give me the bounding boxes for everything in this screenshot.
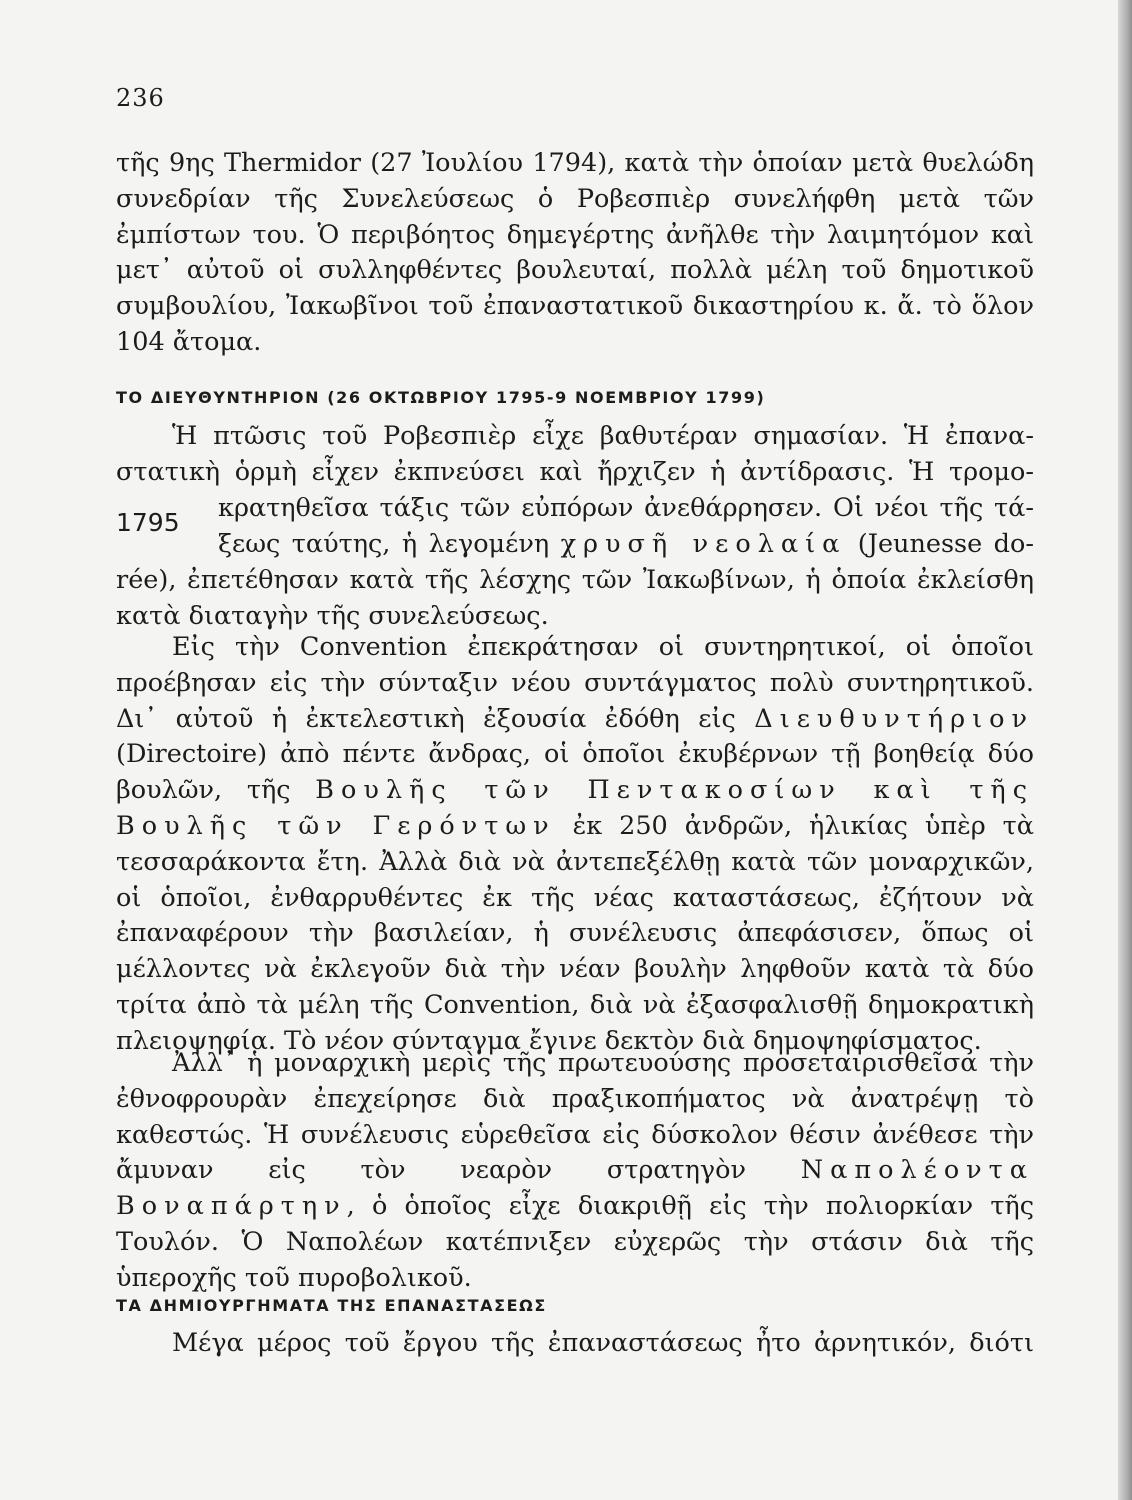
- text-line: κρατηθεῖσα τάξις τῶν εὐπόρων ἀνεθάρρησεν. Οἱ νέοι τῆς τά-: [218, 493, 1034, 523]
- spaced-term-directoire: Διευθυντήριον: [754, 703, 1034, 734]
- text-segment: ξεως ταύτης, ἡ λεγομένη: [218, 529, 561, 559]
- text-segment: ἐκ 250 ἀνδρῶν, ἡλικίας ὑπὲρ τὰ τεσσαράκοντα ἔτη. Ἀλλὰ διὰ νὰ ἀντεπεξέλθῃ κατὰ τῶν μοναρχικῶν, οἱ ὁποῖοι, ἐνθαρρυθέντες ἐκ τῆς νέας καταστάσεως, ἐζήτουν νὰ ἐπαναφέρουν τὴν βασιλείαν, ἡ συνέλευσις ἀπεφάσισεν, ὅπως οἱ μέλλοντες νὰ ἐκλεγοῦν διὰ τὴν νέαν βουλὴν ληφθοῦν κατὰ τὰ δύο τρίτα ἀπὸ τὰ μέλη τῆς Convention, διὰ νὰ ἐξασφαλισθῇ δημοκρατικὴ πλειοψηφία. Τὸ νέον σύνταγμα ἔγινε δεκτὸν διὰ δημοψηφίσματος.: [116, 810, 1034, 1056]
- text-line: Ἡ πτῶσις τοῦ Ροβεσπιὲρ εἶχε βαθυτέραν σημασίαν. Ἡ ἐπανα-: [172, 421, 1034, 451]
- spaced-term-councils: Βουλῆς τῶν Πεντακοσίων καὶ τῆς Βουλῆς τῶν Γερόντων: [116, 775, 1034, 841]
- page-number: 236: [116, 84, 165, 112]
- spaced-term-golden-youth: χρυσῆ νεολαία: [560, 529, 847, 559]
- section-heading-directory: ΤΟ ΔΙΕΥΘΥΝΤΗΡΙΟΝ (26 ΟΚΤΩΒΡΙΟΥ 1795-9 ΝΟΕΜΒΡΙΟΥ 1799): [116, 388, 766, 407]
- text-segment: Εἰς τὴν Convention ἐπεκράτησαν οἱ συντηρητικοί, οἱ ὁποῖοι προέβησαν εἰς τὴν σύνταξιν νέου συντάγματος πολὺ συντηρητικοῦ. Δι᾽ αὐτοῦ ἡ ἐκτελεστικὴ ἐξουσία ἐδόθη εἰς: [116, 632, 1034, 734]
- paragraph-convention: [116, 630, 1034, 1060]
- section-heading-creations: ΤΑ ΔΗΜΙΟΥΡΓΗΜΑΤΑ ΤΗΣ ΕΠΑΝΑΣΤΑΣΕΩΣ: [116, 1296, 547, 1315]
- text-line: [218, 526, 1034, 562]
- paragraph-creations: Μέγα μέρος τοῦ ἔργου τῆς ἐπαναστάσεως ἦτο ἀρνητικόν, διότι: [172, 1328, 1034, 1358]
- text-line: κατὰ διαταγὴν τῆς συνελεύσεως.: [116, 601, 549, 631]
- text-segment: , ὁ ὁποῖος εἶχε διακριθῇ εἰς τὴν πολιορκίαν τῆς Τουλόν. Ὁ Ναπολέων κατέπνιξεν εὐχερῶς τὴν στάσιν διὰ τῆς ὑπεροχῆς τοῦ πυροβολικοῦ.: [116, 1191, 1034, 1293]
- page-spine-shadow: [1118, 0, 1132, 1500]
- text-segment: (Jeunesse do-: [846, 529, 1034, 559]
- text-segment: Ἀλλ᾽ ἡ μοναρχικὴ μερὶς τῆς πρωτευούσης προσεταιρισθεῖσα τὴν ἐθνοφρουρὰν ἐπεχείρησε διὰ πραξικοπήματος νὰ ἀνατρέψῃ τὸ καθεστώς. Ἡ συνέλευσις εὑρεθεῖσα εἰς δύσκολον θέσιν ἀνέθεσε τὴν ἄμυναν εἰς τὸν νεαρὸν στρατηγὸν: [116, 1048, 1034, 1186]
- text-line: στατικὴ ὁρμὴ εἶχεν ἐκπνεύσει καὶ ἤρχιζεν ἡ ἀντίδρασις. Ἡ τρομο-: [116, 457, 1034, 487]
- paragraph-thermidor: τῆς 9ης Thermidor (27 Ἰουλίου 1794), κατὰ τὴν ὁποίαν μετὰ θυελώδη συνεδρίαν τῆς Συνελεύσεως ὁ Ροβεσπιὲρ συνελήφθη μετὰ τῶν ἐμπίστων του. Ὁ περιβόητος δημεγέρτης ἀνῆλθε τὴν λαιμητόμον καὶ μετ᾽ αὐτοῦ οἱ συλληφθέντες βουλευταί, πολλὰ μέλη τοῦ δημοτικοῦ συμβουλίου, Ἰακωβῖνοι τοῦ ἐπαναστατικοῦ δικαστηρίου κ. ἄ. τὸ ὅλον 104 ἄτομα.: [116, 148, 1034, 357]
- text-segment: (Directoire) ἀπὸ πέντε ἄνδρας, οἱ ὁποῖοι ἐκυβέρνων τῇ βοηθείᾳ δύο βουλῶν, τῆς: [116, 739, 1034, 806]
- spaced-term-napoleon: Ναπολέοντα Βοναπάρτην: [116, 1155, 1034, 1222]
- margin-year: 1795: [116, 508, 180, 537]
- text-line: rée), ἐπετέθησαν κατὰ τῆς λέσχης τῶν Ἰακωβίνων, ἡ ὁποία ἐκλείσθη: [116, 565, 1034, 595]
- paragraph-napoleon: [116, 1046, 1034, 1297]
